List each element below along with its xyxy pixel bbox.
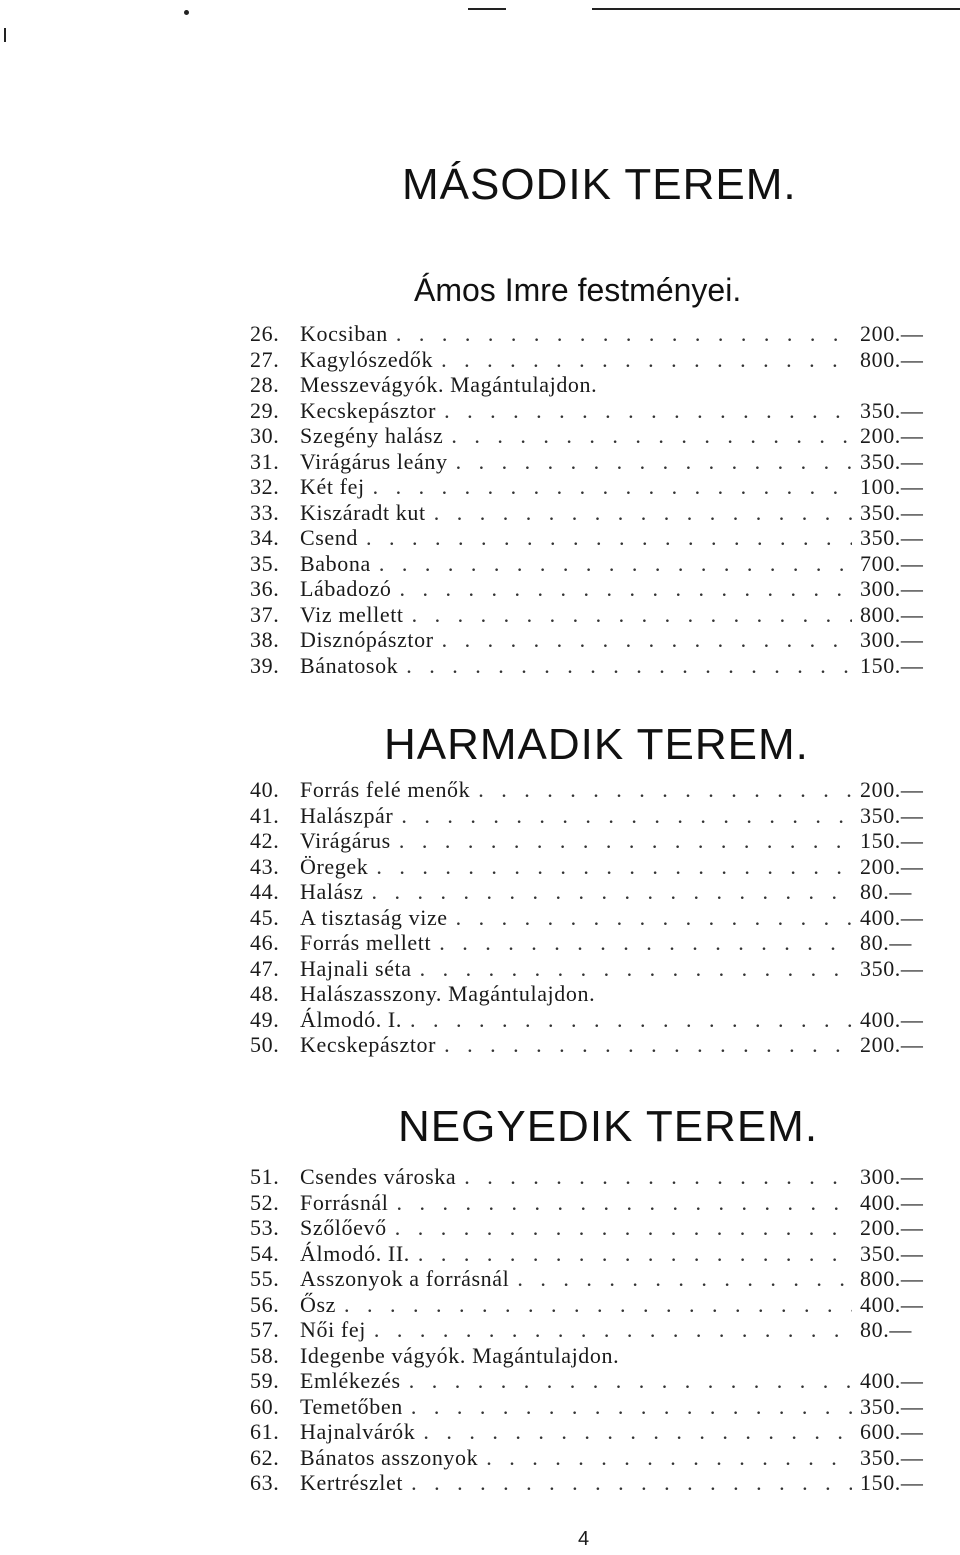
catalogue-entry <box>250 1317 930 1343</box>
entry-price: 100. — <box>860 474 930 500</box>
entry-title: Hajnalvárók <box>300 1419 416 1444</box>
dot-leader <box>374 1317 852 1343</box>
catalogue-entry <box>250 653 930 679</box>
room-list-masodik <box>250 321 930 678</box>
catalogue-entry <box>250 627 930 653</box>
entry-price: 200. — <box>860 321 930 347</box>
entry-title: Asszonyok a forrásnál <box>300 1266 510 1291</box>
entry-number: 32. <box>250 474 280 499</box>
entry-price: 80. — <box>860 1317 930 1343</box>
catalogue-entry <box>250 930 930 956</box>
entry-number: 27. <box>250 346 280 372</box>
dot-leader <box>517 1266 852 1292</box>
entry-title: Halászasszony. Magántulajdon. <box>300 981 596 1006</box>
entry-title: Kocsiban <box>300 321 388 346</box>
entry-number: 58. <box>250 1342 280 1368</box>
room-title-masodik: MÁSODIK TEREM. <box>402 160 797 209</box>
catalogue-entry <box>250 879 930 905</box>
dot-leader <box>478 777 852 803</box>
entry-title: Disznópásztor <box>300 627 434 652</box>
catalogue-entry <box>250 1241 930 1267</box>
entry-price: 700. — <box>860 551 930 577</box>
dot-leader <box>376 854 852 880</box>
entry-title: Halászpár <box>300 802 394 828</box>
entry-price: 150. — <box>860 653 930 679</box>
dot-leader <box>418 1241 852 1267</box>
catalogue-entry <box>250 1215 930 1241</box>
entry-number: 59. <box>250 1368 280 1393</box>
entry-price: 200. — <box>860 1032 930 1058</box>
entry-title: Szegény halász <box>300 423 444 448</box>
entry-number: 54. <box>250 1240 280 1266</box>
entry-price: 200. — <box>860 777 930 803</box>
entry-number: 61. <box>250 1419 280 1444</box>
catalogue-entry <box>250 1007 930 1033</box>
room-subtitle-artist: Ámos Imre festményei. <box>414 272 742 308</box>
entry-title: Szőlőevő <box>300 1215 387 1240</box>
scan-dot <box>184 10 189 15</box>
entry-price: 150. — <box>860 828 930 854</box>
entry-title: Forrás felé menők <box>300 777 471 802</box>
entry-number: 63. <box>250 1470 280 1495</box>
entry-title: Virágárus leány <box>300 448 448 474</box>
entry-number: 44. <box>250 879 280 904</box>
entry-price: 350. — <box>860 449 930 475</box>
catalogue-entry <box>250 1343 930 1369</box>
entry-price: 350. — <box>860 1445 930 1471</box>
entry-price: 200. — <box>860 423 930 449</box>
entry-number: 53. <box>250 1215 280 1240</box>
dot-leader <box>444 1032 852 1058</box>
dot-leader <box>486 1445 852 1471</box>
top-rule-long <box>592 8 960 10</box>
entry-title: Babona <box>300 550 371 576</box>
entry-number: 35. <box>250 550 280 576</box>
entry-price: 400. — <box>860 1368 930 1394</box>
dot-leader <box>442 627 852 653</box>
entry-title: Forrás mellett <box>300 930 432 955</box>
entry-title: Lábadozó <box>300 576 392 601</box>
entry-title: Hajnali séta <box>300 955 412 981</box>
entry-number: 29. <box>250 397 280 423</box>
catalogue-entry <box>250 1445 930 1471</box>
catalogue-entry <box>250 500 930 526</box>
entry-title: Forrásnál <box>300 1189 389 1215</box>
entry-number: 30. <box>250 423 280 448</box>
entry-price: 400. — <box>860 1292 930 1318</box>
catalogue-entry <box>250 803 930 829</box>
entry-price: 800. — <box>860 347 930 373</box>
entry-title: Bánatosok <box>300 652 399 678</box>
catalogue-entry <box>250 1394 930 1420</box>
entry-number: 55. <box>250 1266 280 1291</box>
entry-title: Csendes városka <box>300 1164 457 1189</box>
entry-price: 800. — <box>860 602 930 628</box>
dot-leader <box>441 347 852 373</box>
entry-title: Öregek <box>300 853 369 879</box>
entry-title: Bánatos asszonyok <box>300 1444 479 1470</box>
catalogue-entry <box>250 1292 930 1318</box>
entry-price: 350. — <box>860 398 930 424</box>
dot-leader <box>395 1215 852 1241</box>
entry-number: 62. <box>250 1444 280 1470</box>
catalogue-entry <box>250 372 930 398</box>
catalogue-entry <box>250 525 930 551</box>
entry-price: 350. — <box>860 956 930 982</box>
entry-title: Messzevágyók. Magántulajdon. <box>300 372 598 397</box>
entry-number: 43. <box>250 853 280 879</box>
catalogue-entry <box>250 1368 930 1394</box>
catalogue-entry <box>250 956 930 982</box>
catalogue-entry <box>250 474 930 500</box>
entry-price: 200. — <box>860 1215 930 1241</box>
dot-leader <box>464 1164 852 1190</box>
room-list-negyedik <box>250 1164 930 1496</box>
entry-number: 49. <box>250 1006 280 1032</box>
entry-title: Női fej <box>300 1317 366 1342</box>
dot-leader <box>423 1419 852 1445</box>
entry-number: 42. <box>250 828 280 853</box>
dot-leader <box>373 474 852 500</box>
entry-number: 41. <box>250 802 280 828</box>
entry-title: Halász <box>300 879 364 904</box>
catalogue-entry <box>250 1032 930 1058</box>
catalogue-entry <box>250 423 930 449</box>
entry-title: Emlékezés <box>300 1368 401 1393</box>
entry-number: 36. <box>250 576 280 601</box>
catalogue-entry <box>250 1266 930 1292</box>
entry-title: Kiszáradt kut <box>300 499 426 525</box>
entry-title: Viz mellett <box>300 601 404 627</box>
catalogue-entry <box>250 981 930 1007</box>
entry-title: Két fej <box>300 474 365 499</box>
entry-title: Kagylószedők <box>300 346 434 372</box>
dot-leader <box>456 905 852 931</box>
dot-leader <box>411 1470 852 1496</box>
dot-leader <box>396 321 852 347</box>
entry-title: Ősz <box>300 1291 337 1317</box>
entry-number: 39. <box>250 652 280 678</box>
entry-price: 400. — <box>860 1007 930 1033</box>
entry-price: 300. — <box>860 1164 930 1190</box>
catalogue-entry <box>250 321 930 347</box>
entry-price: 80. — <box>860 879 930 905</box>
entry-number: 51. <box>250 1164 280 1189</box>
dot-leader <box>410 1007 852 1033</box>
catalogue-entry <box>250 1164 930 1190</box>
entry-title: Kecskepásztor <box>300 397 437 423</box>
catalogue-entry <box>250 576 930 602</box>
entry-title: Virágárus <box>300 828 391 853</box>
entry-number: 47. <box>250 955 280 981</box>
dot-leader <box>412 602 852 628</box>
entry-number: 50. <box>250 1032 280 1057</box>
dot-leader <box>451 423 852 449</box>
entry-number: 40. <box>250 777 280 802</box>
catalogue-entry <box>250 1470 930 1496</box>
dot-leader <box>366 525 852 551</box>
dot-leader <box>371 879 852 905</box>
catalogue-entry <box>250 398 930 424</box>
dot-leader <box>397 1190 853 1216</box>
entry-price: 350. — <box>860 500 930 526</box>
catalogue-entry <box>250 905 930 931</box>
entry-price: 350. — <box>860 1241 930 1267</box>
entry-title: Álmodó. II. <box>300 1240 410 1266</box>
entry-price: 300. — <box>860 627 930 653</box>
entry-price: 400. — <box>860 1190 930 1216</box>
room-title-harmadik: HARMADIK TEREM. <box>384 720 809 769</box>
catalogue-entry <box>250 854 930 880</box>
entry-title: A tisztaság vize <box>300 904 448 930</box>
entry-price: 350. — <box>860 1394 930 1420</box>
dot-leader <box>344 1292 852 1318</box>
dot-leader <box>379 551 852 577</box>
dot-leader <box>409 1368 852 1394</box>
entry-title: Álmodó. I. <box>300 1006 402 1032</box>
top-rule-short <box>468 8 506 10</box>
room-title-negyedik: NEGYEDIK TEREM. <box>398 1102 819 1151</box>
entry-title: Csend <box>300 525 358 550</box>
entry-number: 46. <box>250 930 280 955</box>
dot-leader <box>444 398 852 424</box>
entry-number: 37. <box>250 601 280 627</box>
entry-title: Idegenbe vágyók. Magántulajdon. <box>300 1342 620 1368</box>
entry-title: Temetőben <box>300 1393 403 1419</box>
margin-mark <box>4 28 6 42</box>
entry-number: 26. <box>250 321 280 346</box>
catalogue-entry <box>250 347 930 373</box>
dot-leader <box>456 449 852 475</box>
dot-leader <box>400 576 852 602</box>
catalogue-entry <box>250 551 930 577</box>
catalogue-entry <box>250 1190 930 1216</box>
entry-number: 56. <box>250 1291 280 1317</box>
entry-price: 200. — <box>860 854 930 880</box>
entry-price: 600. — <box>860 1419 930 1445</box>
dot-leader <box>411 1394 852 1420</box>
catalogue-entry <box>250 1419 930 1445</box>
entry-title: Kertrészlet <box>300 1470 404 1495</box>
dot-leader <box>401 803 852 829</box>
dot-leader <box>434 500 852 526</box>
page-number: 4 <box>578 1528 590 1550</box>
entry-number: 31. <box>250 448 280 474</box>
entry-number: 34. <box>250 525 280 550</box>
dot-leader <box>399 828 852 854</box>
entry-title: Kecskepásztor <box>300 1032 437 1057</box>
dot-leader <box>420 956 852 982</box>
entry-number: 57. <box>250 1317 280 1342</box>
catalogue-entry <box>250 828 930 854</box>
entry-price: 300. — <box>860 576 930 602</box>
entry-price: 800. — <box>860 1266 930 1292</box>
catalogue-entry <box>250 602 930 628</box>
entry-number: 48. <box>250 981 280 1006</box>
entry-price: 400. — <box>860 905 930 931</box>
entry-price: 150. — <box>860 1470 930 1496</box>
entry-price: 350. — <box>860 803 930 829</box>
entry-number: 52. <box>250 1189 280 1215</box>
catalogue-entry <box>250 777 930 803</box>
room-list-harmadik <box>250 777 930 1058</box>
dot-leader <box>406 653 852 679</box>
entry-price: 80. — <box>860 930 930 956</box>
catalogue-entry <box>250 449 930 475</box>
entry-number: 28. <box>250 372 280 397</box>
entry-number: 38. <box>250 627 280 652</box>
dot-leader <box>439 930 852 956</box>
entry-price: 350. — <box>860 525 930 551</box>
entry-number: 45. <box>250 904 280 930</box>
entry-number: 60. <box>250 1393 280 1419</box>
entry-number: 33. <box>250 499 280 525</box>
